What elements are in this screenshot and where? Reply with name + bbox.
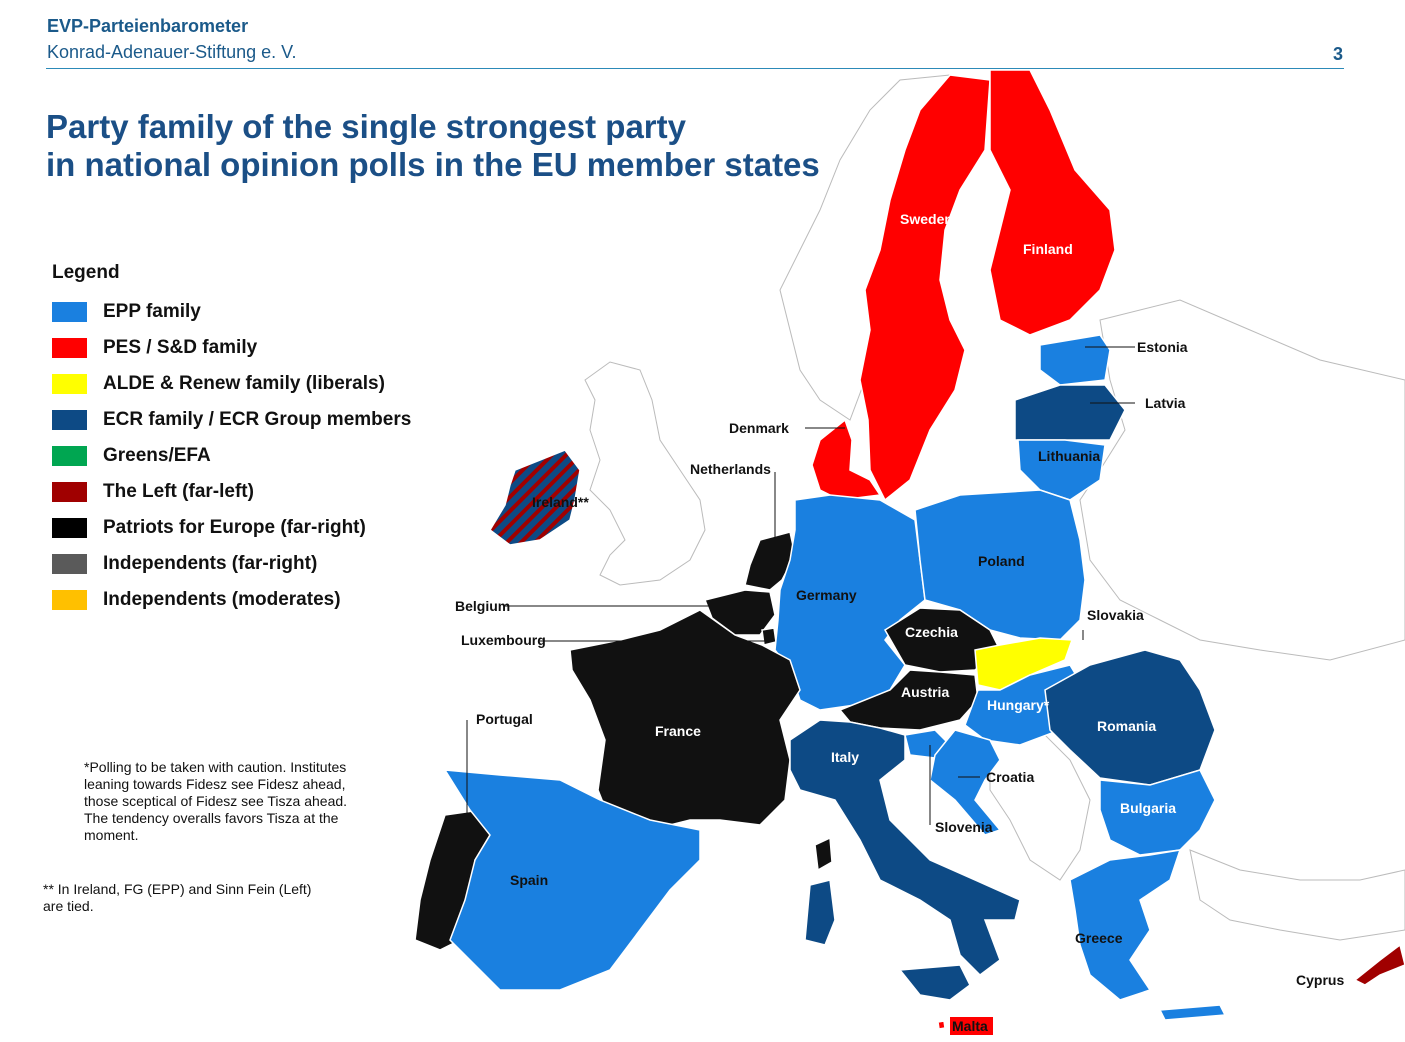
legend-swatch [52, 374, 87, 394]
label-finland: Finland [1023, 241, 1073, 257]
legend-swatch [52, 338, 87, 358]
label-malta: Malta [952, 1018, 988, 1034]
legend-swatch [52, 482, 87, 502]
legend-label: ALDE & Renew family (liberals) [103, 373, 385, 394]
label-italy: Italy [831, 749, 860, 765]
legend-label: ECR family / ECR Group members [103, 409, 412, 430]
country-sardinia[interactable] [805, 880, 835, 945]
label-czechia: Czechia [905, 624, 958, 640]
east-outline [1080, 300, 1405, 660]
legend-label: Independents (far-right) [103, 553, 318, 574]
label-luxembourg: Luxembourg [461, 632, 546, 648]
legend-item [52, 366, 411, 402]
country-crete[interactable] [1160, 1005, 1225, 1020]
country-greece[interactable] [1070, 850, 1180, 1000]
legend-item [52, 438, 411, 474]
country-luxembourg[interactable] [762, 628, 776, 645]
legend-swatch [52, 518, 87, 538]
label-poland: Poland [978, 553, 1025, 569]
legend-items [52, 294, 411, 618]
label-greece: Greece [1075, 930, 1123, 946]
turkey-outline [1190, 850, 1405, 940]
label-romania: Romania [1097, 718, 1157, 734]
label-germany: Germany [796, 587, 857, 603]
label-belgium: Belgium [455, 598, 511, 614]
legend-item [52, 330, 411, 366]
label-sweden: Sweden [900, 211, 953, 227]
label-netherlands: Netherlands [690, 461, 771, 477]
legend-swatch [52, 554, 87, 574]
label-bulgaria: Bulgaria [1120, 800, 1177, 816]
legend-label: Independents (moderates) [103, 589, 341, 610]
country-malta[interactable] [938, 1021, 945, 1029]
label-slovenia: Slovenia [935, 819, 993, 835]
label-cyprus: Cyprus [1296, 972, 1345, 988]
legend-swatch [52, 302, 87, 322]
label-estonia: Estonia [1137, 339, 1188, 355]
legend-label: Patriots for Europe (far-right) [103, 517, 366, 538]
country-corsica[interactable] [815, 838, 832, 870]
country-estonia[interactable] [1040, 335, 1110, 385]
legend-item [52, 546, 411, 582]
legend-swatch [52, 590, 87, 610]
legend-item [52, 582, 411, 618]
legend-swatch [52, 446, 87, 466]
report-title: EVP-Parteienbarometer [47, 16, 249, 36]
label-latvia: Latvia [1145, 395, 1186, 411]
legend [52, 262, 411, 618]
label-lithuania: Lithuania [1038, 448, 1101, 464]
country-finland[interactable] [990, 70, 1115, 335]
legend-label: Greens/EFA [103, 445, 211, 466]
legend-label: PES / S&D family [103, 337, 258, 358]
ireland-footnote: ** In Ireland, FG (EPP) and Sinn Fein (Left) are tied. [43, 881, 312, 914]
legend-label: The Left (far-left) [103, 481, 254, 502]
country-latvia[interactable] [1015, 385, 1125, 440]
label-hungary: Hungary* [987, 697, 1050, 713]
country-cyprus[interactable] [1355, 945, 1405, 985]
legend-heading: Legend [52, 262, 120, 283]
page-title-line-2: in national opinion polls in the EU member states [46, 146, 820, 183]
label-austria: Austria [901, 684, 950, 700]
legend-item [52, 474, 411, 510]
legend-label: EPP family [103, 301, 201, 322]
label-ireland: Ireland** [532, 494, 589, 510]
legend-item [52, 402, 411, 438]
legend-item [52, 510, 411, 546]
legend-item [52, 294, 411, 330]
label-portugal: Portugal [476, 711, 533, 727]
uk-outline [585, 362, 705, 585]
page-title-line-1: Party family of the single strongest party [46, 108, 686, 145]
label-france: France [655, 723, 701, 739]
label-spain: Spain [510, 872, 549, 888]
page-number: 3 [1332, 44, 1343, 64]
hungary-footnote: *Polling to be taken with caution. Institutes leaning towards Fidesz see Fidesz ahead, those sceptical of Fidesz see Tisza ahead. The tendency overalls favors Tisza at the moment. [84, 759, 348, 843]
country-sicily[interactable] [900, 965, 970, 1000]
label-slovakia: Slovakia [1087, 607, 1144, 623]
report-publisher: Konrad-Adenauer-Stiftung e. V. [47, 42, 297, 62]
label-croatia: Croatia [986, 769, 1035, 785]
legend-swatch [52, 410, 87, 430]
label-denmark: Denmark [729, 420, 789, 436]
